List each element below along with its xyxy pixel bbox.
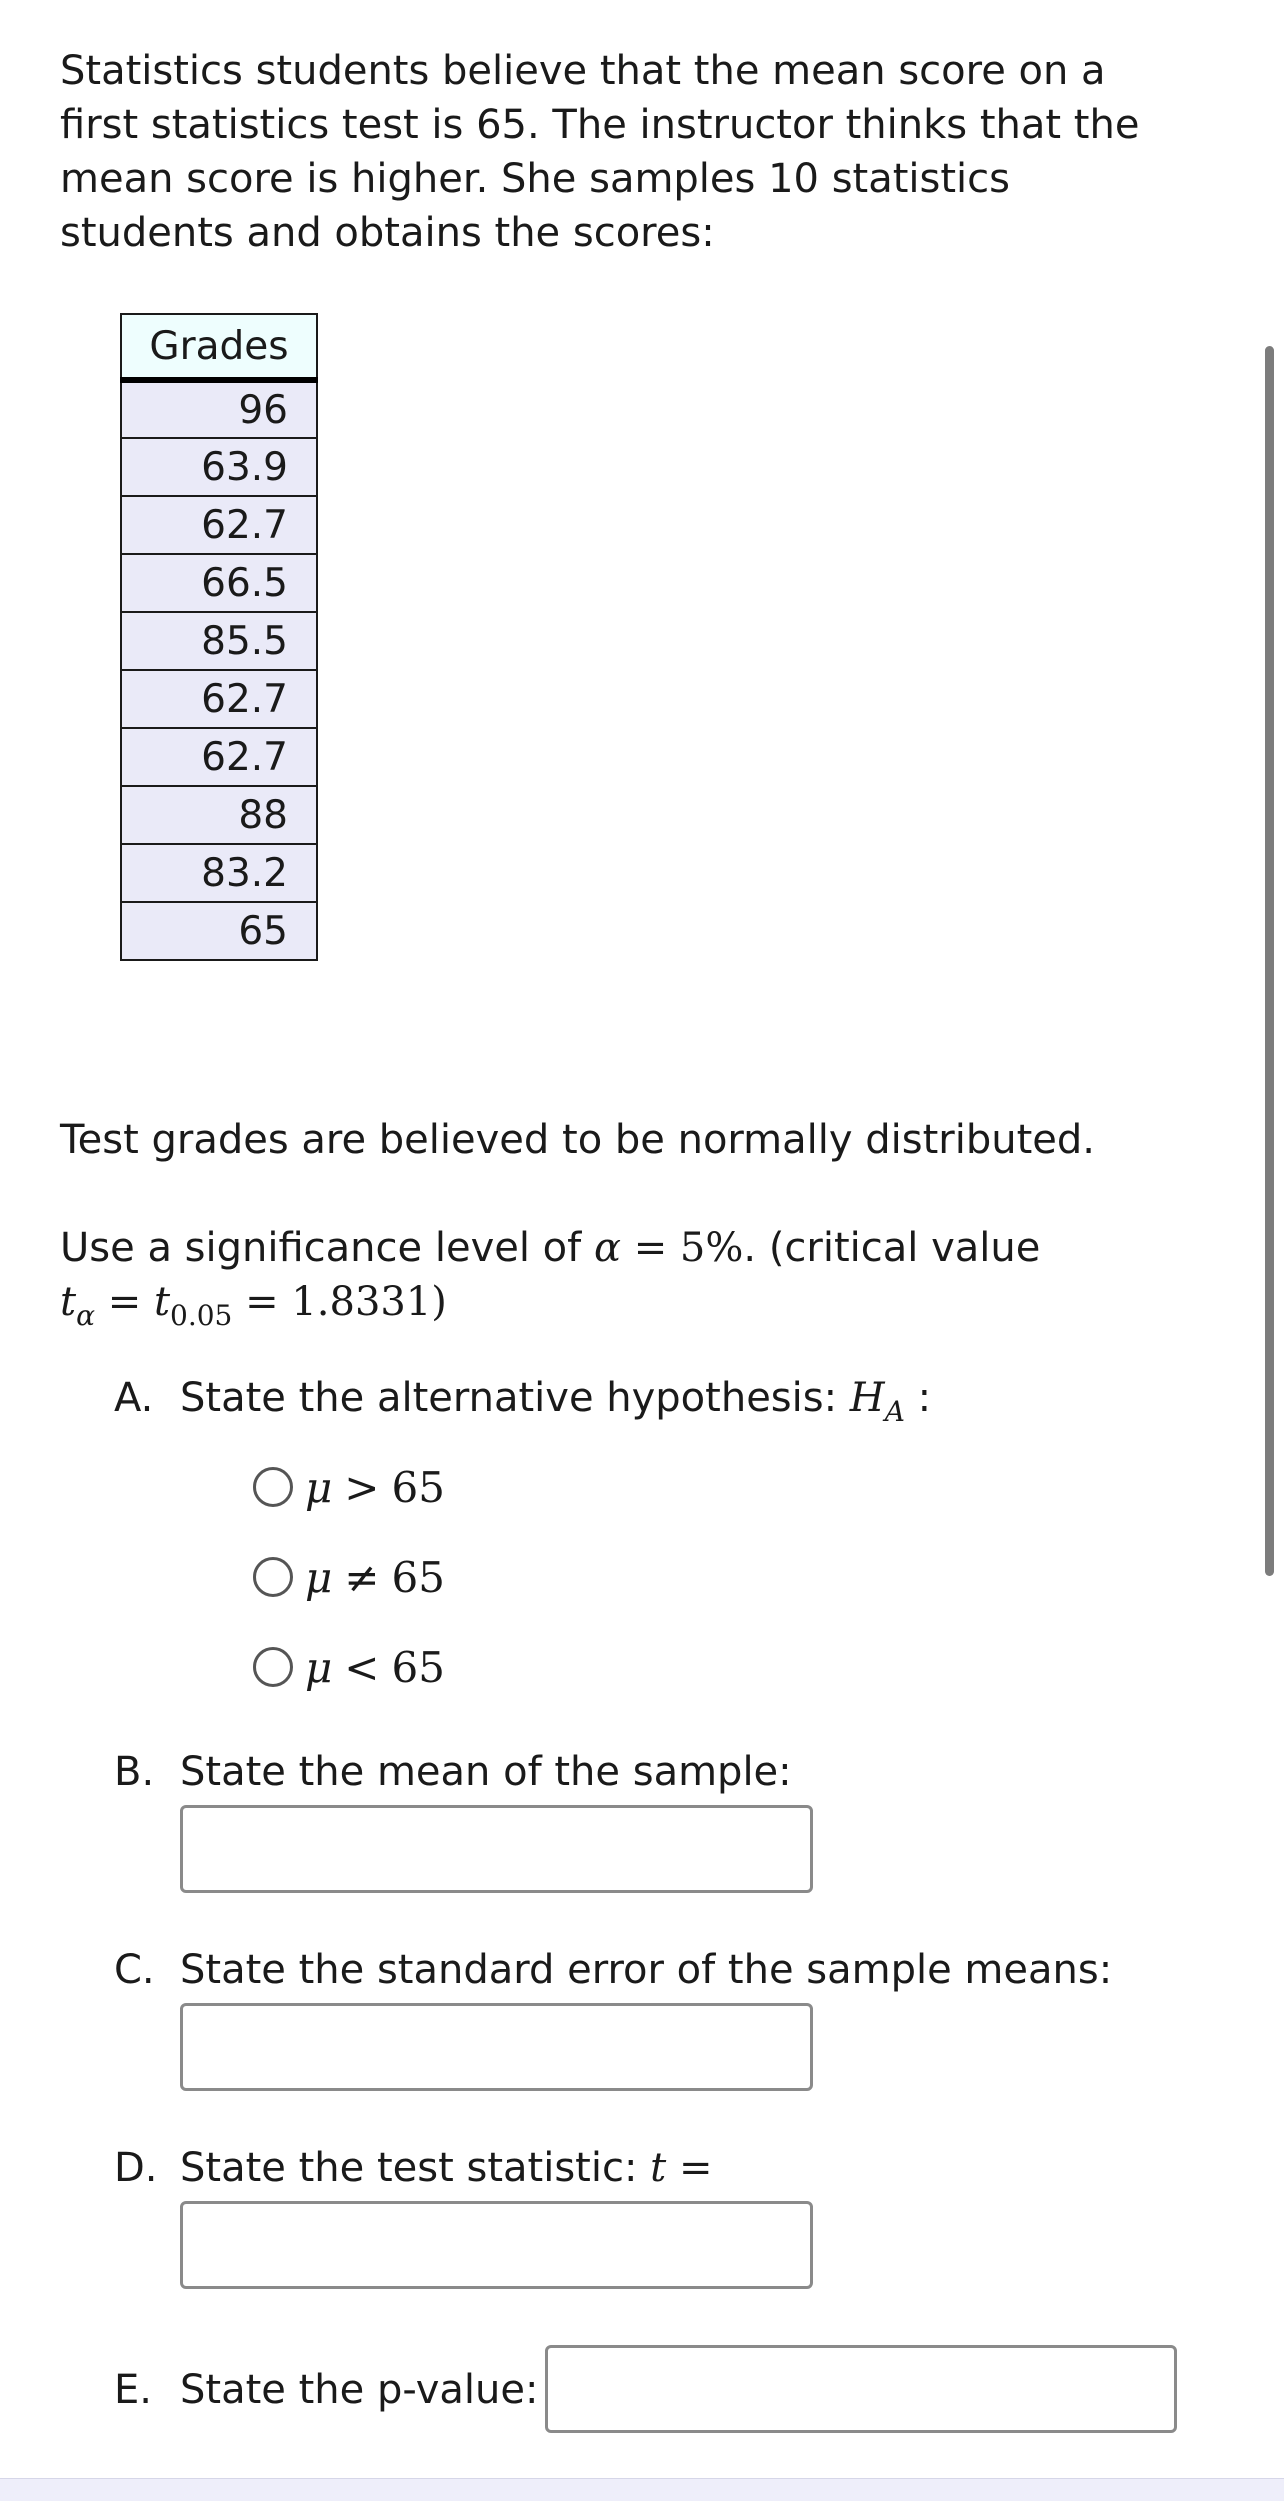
table-cell: 62.7 xyxy=(121,670,317,728)
option-value: 65 xyxy=(391,1462,445,1512)
hypothesis-symbol: H xyxy=(849,1375,885,1421)
question-a-letter: A. xyxy=(114,1375,154,1421)
question-e-text: State the p-value: xyxy=(180,2367,539,2413)
standard-error-input[interactable] xyxy=(180,2003,813,2091)
table-row xyxy=(121,786,317,844)
question-b-letter: B. xyxy=(114,1749,155,1795)
table-cell: 66.5 xyxy=(121,554,317,612)
significance-line-2 xyxy=(60,1275,447,1333)
option-mu: μ xyxy=(305,1552,333,1602)
p-value-input[interactable] xyxy=(545,2345,1177,2433)
table-cell: 62.7 xyxy=(121,728,317,786)
question-d-text: State the test statistic: xyxy=(180,2145,638,2191)
question-d-label xyxy=(114,2141,712,2195)
critical-value-prefix: . (critical value xyxy=(743,1225,1041,1271)
table-cell: 85.5 xyxy=(121,612,317,670)
question-e-label xyxy=(114,2363,538,2417)
t-equals-2: = xyxy=(245,1279,279,1325)
option-operator: < xyxy=(344,1642,380,1692)
alpha-value: 5% xyxy=(679,1225,744,1271)
table-cell: 96 xyxy=(121,380,317,438)
question-d-letter: D. xyxy=(114,2145,158,2191)
t-subscript-alpha: α xyxy=(76,1299,95,1332)
radio-button[interactable] xyxy=(253,1557,293,1597)
question-a-text: State the alternative hypothesis: xyxy=(180,1375,838,1421)
radio-button[interactable] xyxy=(253,1647,293,1687)
critical-value: 1.8331 xyxy=(291,1279,432,1325)
vertical-scrollbar[interactable] xyxy=(1265,346,1274,1576)
option-mu: μ xyxy=(305,1642,333,1692)
test-statistic-symbol: t xyxy=(650,2145,667,2191)
alpha-symbol: α xyxy=(593,1225,621,1271)
significance-prefix: Use a significance level of xyxy=(60,1225,582,1271)
table-cell: 62.7 xyxy=(121,496,317,554)
close-paren: ) xyxy=(431,1279,447,1325)
table-header-row xyxy=(121,314,317,380)
option-value: 65 xyxy=(391,1642,445,1692)
t-symbol-2: t xyxy=(153,1279,171,1325)
table-cell: 63.9 xyxy=(121,438,317,496)
table-row xyxy=(121,496,317,554)
radio-button[interactable] xyxy=(253,1467,293,1507)
distribution-note: Test grades are believed to be normally distributed. xyxy=(60,1117,1095,1163)
alpha-equals: = xyxy=(633,1225,668,1271)
radio-option-not-equal[interactable] xyxy=(253,1550,445,1604)
question-b-label xyxy=(114,1745,792,1799)
option-operator: ≠ xyxy=(344,1552,380,1602)
table-row xyxy=(121,728,317,786)
radio-option-less[interactable] xyxy=(253,1640,445,1694)
table-row xyxy=(121,380,317,438)
hypothesis-subscript: A xyxy=(884,1395,905,1428)
hypothesis-colon: : xyxy=(917,1375,932,1421)
t-symbol: t xyxy=(60,1279,77,1325)
test-statistic-equals: = xyxy=(678,2145,713,2191)
question-b-text: State the mean of the sample: xyxy=(180,1749,792,1795)
significance-line-1 xyxy=(60,1221,1040,1275)
table-row xyxy=(121,670,317,728)
option-mu: μ xyxy=(305,1462,333,1512)
table-row xyxy=(121,438,317,496)
question-e-letter: E. xyxy=(114,2367,152,2413)
question-a-label xyxy=(114,1371,931,1429)
question-c-letter: C. xyxy=(114,1947,155,1993)
bottom-strip xyxy=(0,2478,1284,2501)
table-row xyxy=(121,844,317,902)
t-subscript-value: 0.05 xyxy=(170,1299,233,1332)
table-cell: 65 xyxy=(121,902,317,960)
grades-table xyxy=(120,313,318,961)
sample-mean-input[interactable] xyxy=(180,1805,813,1893)
problem-statement: Statistics students believe that the mean score on a first statistics test is 65. The instructor thinks that the mean score is higher. She samples 10 statistics students and obtains the scores: xyxy=(60,48,1140,256)
radio-option-greater[interactable] xyxy=(253,1460,445,1514)
question-c-label xyxy=(114,1943,1112,1997)
table-cell: 83.2 xyxy=(121,844,317,902)
table-cell: 88 xyxy=(121,786,317,844)
question-c-text: State the standard error of the sample means: xyxy=(180,1947,1113,1993)
t-equals-1: = xyxy=(107,1279,142,1325)
test-statistic-input[interactable] xyxy=(180,2201,813,2289)
table-row xyxy=(121,612,317,670)
option-operator: > xyxy=(344,1462,380,1512)
table-header-grades: Grades xyxy=(121,314,317,380)
table-row xyxy=(121,902,317,960)
option-value: 65 xyxy=(391,1552,445,1602)
table-row xyxy=(121,554,317,612)
